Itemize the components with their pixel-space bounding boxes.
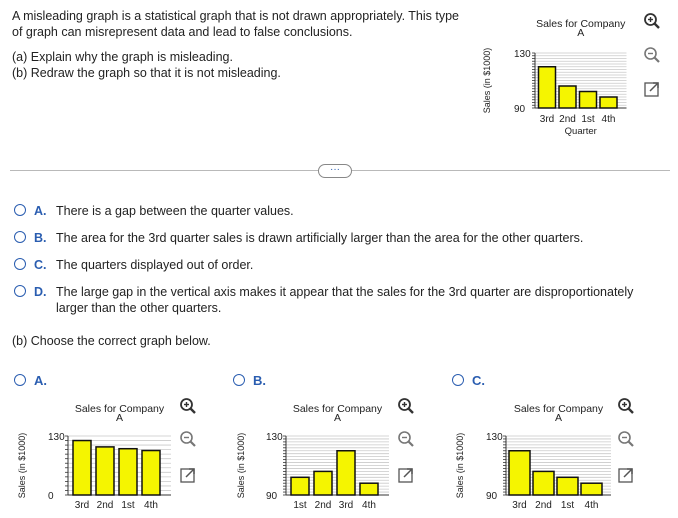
option-a-letter: A. (34, 204, 47, 218)
choice-a-title-line1: Sales for Company (74, 403, 165, 415)
option-a-radio[interactable] (14, 204, 26, 216)
open-new-window-icon[interactable] (643, 80, 661, 98)
main-category-label: 1st (581, 114, 595, 125)
zoom-out-icon[interactable] (643, 46, 661, 64)
choice-c-category-label: 3rd (512, 500, 527, 511)
choice-c-category-label: 2nd (535, 500, 552, 511)
choice-b-open-new-window-icon[interactable] (397, 466, 415, 484)
prompt-part-b: (b) Redraw the graph so that it is not misleading. (12, 66, 281, 80)
choice-a-bar-3rd (73, 441, 91, 495)
choice-c-radio[interactable] (452, 374, 464, 386)
main-x-label: Quarter (564, 126, 597, 137)
choice-c-bar-3rd (509, 451, 530, 495)
choice-b-chart (233, 398, 393, 514)
main-y-label: Sales (in $1000) (482, 47, 492, 114)
option-d-radio[interactable] (14, 285, 26, 297)
option-c-text: The quarters displayed out of order. (56, 258, 254, 272)
main-bar-1st (580, 92, 597, 109)
choice-b-title-line2: A (333, 412, 342, 424)
option-b-letter: B. (34, 231, 47, 245)
choice-a-ytick-label-bottom: 0 (48, 491, 54, 502)
choice-b-radio[interactable] (233, 374, 245, 386)
main-bar-4th (600, 97, 617, 108)
main-title-line1: Sales for Company (536, 18, 626, 30)
choice-b-title-line1: Sales for Company (292, 403, 383, 415)
choice-a-radio[interactable] (14, 374, 26, 386)
main-chart (478, 8, 638, 143)
choice-b-ytick-label-top: 130 (266, 432, 283, 443)
choice-a-bar-2nd (96, 447, 114, 495)
choice-b-category-label: 3rd (338, 500, 354, 511)
choice-b-ytick-label-bottom: 90 (266, 491, 278, 502)
choice-b-bar-1st (291, 477, 309, 495)
question-prompt (12, 8, 462, 81)
option-b-radio[interactable] (14, 231, 26, 243)
expand-more-button[interactable]: ··· (318, 164, 352, 178)
choice-a-category-label: 2nd (96, 500, 114, 511)
option-c-radio[interactable] (14, 258, 26, 270)
zoom-in-icon[interactable] (643, 12, 661, 30)
choice-c-bar-4th (581, 483, 602, 495)
choice-a-bar-4th (142, 451, 160, 495)
choice-c-ytick-label-top: 130 (486, 432, 503, 443)
choice-a-open-new-window-icon[interactable] (179, 466, 197, 484)
main-category-label: 4th (601, 114, 616, 125)
choice-b-y-label: Sales (in $1000) (236, 432, 246, 499)
choice-a-label: A. (34, 373, 47, 388)
choice-a-ytick-label-top: 130 (48, 432, 65, 443)
prompt-intro: A misleading graph is a statistical graph that is not drawn appropriately. This type of graph can misrepresent data and lead to false conclusions. (12, 9, 459, 39)
choice-b-bar-2nd (314, 471, 332, 495)
option-b-text: The area for the 3rd quarter sales is drawn artificially larger than the area for the other quarters. (56, 231, 584, 245)
choice-b-bar-4th (360, 483, 378, 495)
choice-a-category-label: 1st (121, 500, 135, 511)
choice-a-y-label: Sales (in $1000) (17, 432, 27, 499)
choice-c-y-label: Sales (in $1000) (455, 432, 465, 499)
choice-a-bar-1st (119, 449, 137, 495)
choice-c-open-new-window-icon[interactable] (617, 466, 635, 484)
choice-b-category-label: 1st (293, 500, 307, 511)
choice-c-title-line1: Sales for Company (513, 403, 604, 415)
choice-a-zoom-in-icon[interactable] (179, 397, 197, 415)
main-bar-2nd (559, 86, 576, 108)
choice-c-chart (452, 398, 612, 514)
choice-b-zoom-out-icon[interactable] (397, 430, 415, 448)
option-d-text: The large gap in the vertical axis makes it appear that the sales for the 3rd quarter are disproportionately larger than the other quarters. (56, 285, 634, 315)
choice-c-label: C. (472, 373, 485, 388)
choice-a-category-label: 4th (144, 500, 158, 511)
main-category-label: 2nd (559, 114, 576, 125)
main-ytick-label-top: 130 (514, 49, 531, 60)
choice-c-bar-2nd (533, 471, 554, 495)
choice-b-label: B. (253, 373, 266, 388)
option-a-text: There is a gap between the quarter values. (56, 204, 294, 218)
choice-b-category-label: 4th (362, 500, 376, 511)
main-bar-3rd (539, 67, 556, 108)
main-title-line2: A (577, 27, 585, 39)
choice-b-bar-3rd (337, 451, 355, 495)
choice-c-ytick-label-bottom: 90 (486, 491, 498, 502)
choice-c-zoom-in-icon[interactable] (617, 397, 635, 415)
main-ytick-label-bottom: 90 (514, 104, 526, 115)
part-b-prompt: (b) Choose the correct graph below. (12, 334, 211, 348)
choice-a-category-label: 3rd (74, 500, 90, 511)
choice-b-category-label: 2nd (314, 500, 332, 511)
choice-c-category-label: 4th (584, 500, 599, 511)
choice-c-zoom-out-icon[interactable] (617, 430, 635, 448)
choice-c-bar-1st (557, 477, 578, 495)
choice-a-title-line2: A (115, 412, 124, 424)
option-c-letter: C. (34, 258, 47, 272)
choice-a-zoom-out-icon[interactable] (179, 430, 197, 448)
choice-a-chart (14, 398, 174, 514)
option-d-letter: D. (34, 285, 47, 299)
choice-c-category-label: 1st (560, 500, 575, 511)
choice-b-zoom-in-icon[interactable] (397, 397, 415, 415)
prompt-part-a: (a) Explain why the graph is misleading. (12, 50, 233, 64)
main-category-label: 3rd (539, 114, 555, 125)
main-chart-tools (640, 10, 666, 100)
choice-c-title-line2: A (554, 412, 563, 424)
